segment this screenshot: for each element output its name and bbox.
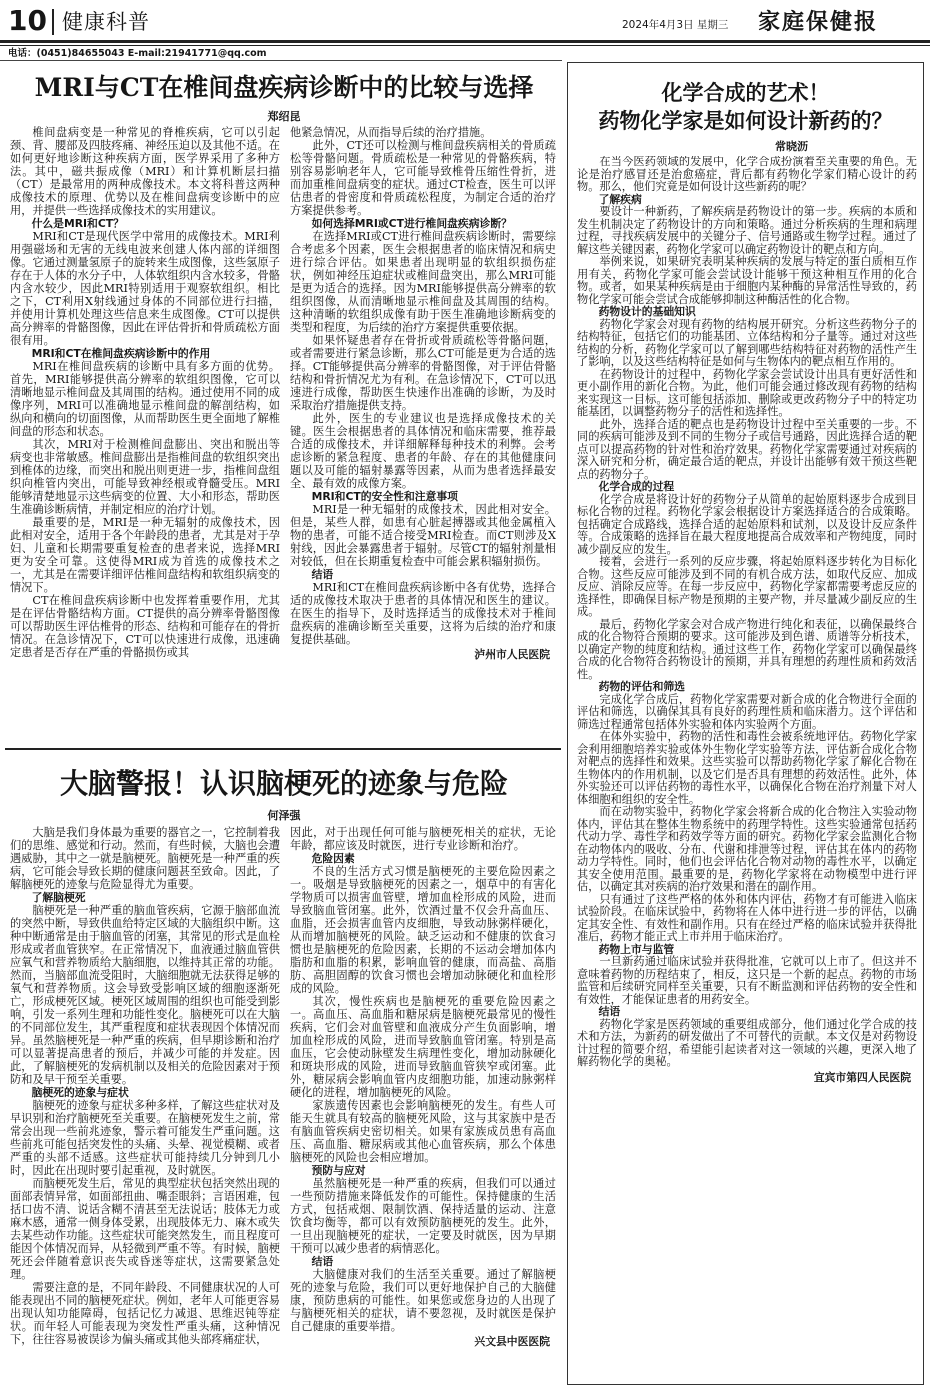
section-heading: 药物上市与监管: [598, 942, 675, 956]
body-paragraph: 完成化学合成后，药物化学家需要对新合成的化合物进行全面的评估和筛选，以确保其具有良好的药理性质和临床潜力。这个评估和筛选过程通常包括体外实验和体内实验两个方面。: [577, 692, 917, 731]
body-paragraph: 在当今医药领域的发展中，化学合成扮演着至关重要的角色。无论是治疗感冒还是治愈癌症，背后都有药物化学家们精心设计的药物。那么，他们究竟是如何设计这些新药的呢？: [577, 156, 917, 193]
masthead-divider: [52, 9, 54, 35]
article-column: [290, 826, 556, 1384]
section-heading: 结语: [311, 568, 334, 581]
body-paragraph: 家族遗传因素也会影响脑梗死的发生。有些人可能天生就具有较高的脑梗死风险，这与其家族中是否有脑血管疾病史密切相关。如果有家族成员患有高血压、高血脂、糖尿病或其他心血管疾病，那么个体患脑梗死的风险也会相应增加。: [290, 1099, 556, 1164]
body-paragraph-continued: 他紧急情况，从而指导后续的治疗措施。: [290, 126, 492, 139]
article-column: [10, 826, 280, 1384]
section-heading: 预防与应对: [311, 1164, 366, 1177]
body-paragraph-continued: 因此，对于出现任何可能与脑梗死相关的症状，无论年龄，都应该及时就医，进行专业诊断和治疗。: [290, 826, 556, 852]
body-paragraph: MRI和CT在椎间盘疾病诊断中各有优势，选择合适的成像技术取决于患者的具体情况和医生的建议。在医生的指导下，及时选择适当的成像技术对于椎间盘疾病的准确诊断至关重要，这将为后续的治疗和康复提供基础。: [290, 581, 556, 646]
issue-date: 2024年4月3日 星期三: [622, 19, 729, 31]
article-title: 大脑警报！认识脑梗死的迹象与危险: [59, 767, 508, 800]
body-paragraph: 椎间盘病变是一种常见的脊椎疾病，它可以引起颈、背、腰部及四肢疼痛、神经压迫以及其他不适。在如何更好地诊断这种疾病方面，医学界采用了多种方法。其中，磁共振成像（MRI）和计算机断层扫描（CT）是最常用的两种成像技术。本文将科普这两种成像技术的原理、优势以及在椎间盘病变诊断中的应用，并提供一些选择成像技术的实用建议。: [10, 126, 280, 217]
body-paragraph: 此外，医生的专业建议也是选择成像技术的关键。医生会根据患者的具体情况和临床需要，推荐最合适的成像技术，并详细解释每种技术的利弊。会考虑诊断的紧急程度、患者的年龄、存在的其他健康问题以及可能的辐射暴露等因素，从而为患者选择最安全、最有效的成像方案。: [290, 412, 556, 490]
article-title: MRI与CT在椎间盘疾病诊断中的比较与选择: [34, 73, 534, 102]
body-paragraph: 药物化学家会对现有药物的结构展开研究。分析这些药物分子的结构特征，包括它们的功能基团、立体结构和分子量等。通过对这些结构的分析，药物化学家可以了解到哪些结构特征对药物的活性产生了影响，以及这些结构特征是如何与生物体内的靶点相互作用的。: [577, 317, 917, 368]
body-paragraph: 在选择MRI或CT进行椎间盘疾病诊断时，需要综合考虑多个因素，医生会根据患者的临床情况和病史进行综合评估。如果患者出现明显的软组织损伤症状，例如神经压迫症状或椎间盘突出，那么MRI可能是更为适合的选择。因为MRI能够提供高分辨率的软组织图像，从而清晰地显示椎间盘及其周围的结构。这种清晰的软组织成像有助于医生准确地诊断病变的类型和程度，为后续的治疗方案提供重要依据。: [290, 230, 556, 334]
body-paragraph: MRI是一种无辐射的成像技术，因此相对安全。但是，某些人群，如患有心脏起搏器或其他金属植入物的患者，可能不适合接受MRI检查。而CT则涉及X射线，因此会暴露患者于辐射。尽管CT的辐射剂量相对较低，但在长期重复检查中可能会累积辐射损伤。: [290, 503, 556, 568]
section-heading: 化学合成的过程: [598, 480, 675, 493]
body-paragraph: 接着，会进行一系列的反应步骤，将起始原料逐步转化为目标化合物。这些反应可能涉及到不同的有机合成方法，如取代反应、加成反应、消除反应等。在每一步反应中，药物化学家都需要考虑反应的选择性，即确保目标产物是预期的主要产物，并尽量减少副反应的生成。: [577, 555, 917, 618]
body-paragraph: 而脑梗死发生后，常见的典型症状包括突然出现的面部表情异常，如面部扭曲、嘴歪眼斜；言语困难，包括口齿不清、说话含糊不清甚至无法说话；肢体无力或麻木感，通常一侧身体受累，出现肢体无力、麻木或失去某些动作功能。这些症状可能突然发生，而且程度可能因个体情况而异，从轻微到严重不等。有时候，脑梗死还会伴随着意识丧失或昏迷等症状，这需要紧急处理。: [10, 1177, 280, 1281]
contact-line: 电话：(0451)84655043 E-mail:21941771@qq.com: [8, 48, 267, 59]
section-heading: 什么是MRI和CT？: [31, 217, 124, 230]
article-column: [10, 126, 280, 744]
body-paragraph: 大脑健康对我们的生活至关重要。通过了解脑梗死的迹象与危险，我们可以更好地保护自己的大脑健康，预防患病的可能性。如果您或您身边的人出现了与脑梗死相关的症状，请不要忽视，及时就医是保护自己健康的重要举措。: [290, 1268, 556, 1333]
section-heading: 结语: [598, 1005, 621, 1018]
article-separator: [5, 748, 561, 750]
section-heading: 脑梗死的迹象与症状: [31, 1086, 129, 1099]
body-paragraph: 虽然脑梗死是一种严重的疾病，但我们可以通过一些预防措施来降低发作的可能性。保持健康的生活方式，包括戒烟、限制饮酒、保持适量的运动、注意饮食均衡等，都可以有效预防脑梗死的发生。此外，一旦出现脑梗死的症状，一定要及时就医，因为早期干预可以减少患者的病情恶化。: [290, 1177, 556, 1255]
body-paragraph: 其次，MRI对于检测椎间盘膨出、突出和脱出等病变也非常敏感。椎间盘膨出是指椎间盘的软组织突出到椎体的边缘，而突出和脱出则更进一步，指椎间盘组织向椎管内突出，可能导致神经根或脊髓受压。MRI能够清楚地显示这些病变的位置、大小和形态，帮助医生准确诊断病情，并制定相应的治疗计划。: [10, 438, 280, 516]
contact-rule: [0, 60, 562, 61]
body-paragraph: 脑梗死的迹象与症状多种多样，了解这些症状对及早识别和治疗脑梗死至关重要。在脑梗死发生之前，常常会出现一些前兆迹象，警示着可能发生严重问题。这些前兆可能包括突发性的头痛、头晕、视觉模糊、或者严重的头部不适感。这些症状可能持续几分钟到几小时，因此在出现时要引起重视，及时就医。: [10, 1099, 280, 1177]
byline: 何泽强: [267, 809, 301, 822]
section-heading: 如何选择MRI或CT进行椎间盘疾病诊断？: [311, 217, 512, 230]
body-paragraph: 如果怀疑患者存在骨折或骨质疏松等骨骼问题，或者需要进行紧急诊断，那么CT可能是更为合适的选择。CT能够提供高分辨率的骨骼图像，对于评估骨骼结构和骨折情况尤为有利。在急诊情况下，CT可以迅速进行成像，帮助医生快速作出准确的诊断，为及时采取治疗措施提供支持。: [290, 334, 556, 412]
page-number: 10: [8, 4, 47, 37]
body-paragraph: 此外，CT还可以检测与椎间盘疾病相关的骨质疏松等骨骼问题。骨质疏松是一种常见的骨骼疾病，特别容易影响老年人，它可能导致椎骨压缩性骨折，进而加重椎间盘病变的症状。通过CT检查，医生可以评估患者的骨密度和骨质疏松程度，为制定合适的治疗方案提供参考。: [290, 139, 556, 217]
body-paragraph: 需要注意的是，不同年龄段、不同健康状况的人可能表现出不同的脑梗死症状。例如，老年人可能更容易出现认知功能障碍，包括记忆力减退、思维迟钝等症状。而年轻人可能表现为突发性严重头痛，这种情况下，往往容易被误诊为偏头痛或其他头部疼痛症状，: [10, 1281, 280, 1346]
masthead-rule: [0, 40, 930, 43]
author-affiliation: 泸州市人民医院: [474, 648, 550, 661]
body-paragraph: 大脑是我们身体最为重要的器官之一，它控制着我们的思维、感觉和行动。然而，有些时候，大脑也会遭遇威胁，其中之一就是脑梗死。脑梗死是一种严重的疾病，它可能会导致长期的健康问题甚至致命。因此，了解脑梗死的迹象与危险显得尤为重要。: [10, 826, 280, 891]
body-paragraph: 药物化学家是医药领域的重要组成部分，他们通过化学合成的技术和方法，为新药的研发做出了不可替代的贡献。本文仅是对药物设计过程的简要介绍，希望能引起读者对这一领域的兴趣，更深入地了解药物化学的奥秘。: [577, 1017, 917, 1068]
body-paragraph: 一旦新药通过临床试验并获得批准，它就可以上市了。但这并不意味着药物的历程结束了，相反，这只是一个新的起点。药物的市场监管和后续研究同样至关重要，只有不断监测和评估药物的安全性和有效性，才能保证患者的用药安全。: [577, 955, 917, 1006]
article-column: [290, 126, 556, 744]
body-paragraph: MRI和CT是现代医学中常用的成像技术。MRI利用强磁场和无害的无线电波来创建人体内部的详细图像。它通过测量氢原子的旋转来生成图像，这些氢原子存在于人体的水分子中，人体软组织内含水较多，骨骼内含水较少，因此MRI特别适用于观察软组织。相比之下，CT利用X射线通过身体的不同部位进行扫描，并使用计算机处理这些信息来生成图像。CT可以提供高分辨率的骨骼图像，因此在评估骨折和骨质疏松方面很有用。: [10, 230, 280, 347]
masthead-rule-thin: [0, 45, 930, 46]
section-heading: 药物设计的基础知识: [598, 305, 696, 318]
article-title-line2: 药物化学家是如何设计新药的？: [598, 108, 893, 133]
author-affiliation: 宜宾市第四人民医院: [813, 1070, 911, 1084]
body-paragraph: 其次，慢性疾病也是脑梗死的重要危险因素之一。高血压、高血脂和糖尿病是脑梗死最常见的慢性疾病，它们会对血管壁和血液成分产生负面影响，增加血栓形成的风险，进而导致脑血管闭塞。特别是高血压，它会使动脉壁发生病理性变化，增加动脉硬化和斑块形成的风险，进而导致脑血管狭窄或闭塞。此外，糖尿病会影响血管内皮细胞功能，加速动脉粥样硬化的进程，增加脑梗死的风险。: [290, 995, 556, 1099]
article-title-line1: 化学合成的艺术！: [661, 80, 830, 105]
byline: 常晓沥: [775, 140, 808, 153]
section-heading: 危险因素: [311, 852, 355, 865]
section-heading: MRI和CT在椎间盘疾病诊断中的作用: [31, 347, 211, 360]
body-paragraph: CT在椎间盘疾病诊断中也发挥着重要作用，尤其是在评估骨骼结构方面。CT提供的高分辨率骨骼图像可以帮助医生评估椎骨的形态、结构和可能存在的骨折情况。在急诊情况下，CT可以快速进行成像，迅速确定患者是否存在严重的骨骼损伤或其: [10, 594, 280, 659]
body-paragraph: 而在动物实验中，药物化学家会将新合成的化合物注入实验动物体内，评估其在整体生物系统中的药理学特性。这些实验通常包括药代动力学、毒性学和药效学等方面的研究。药物化学家会监测化合物在动物体内的吸收、分布、代谢和排泄等过程，评估其在体内的药物动力学特性。同时，他们也会评估化合物对动物的毒性水平，以确定其安全使用范围。最重要的是，药物化学家将在动物模型中进行评估，以确定其对疾病的治疗效果和潜在的副作用。: [577, 805, 917, 893]
section-name: 健康科普: [62, 10, 150, 34]
body-paragraph: 此外，选择合适的靶点也是药物设计过程中至关重要的一步。不同的疾病可能涉及到不同的生物分子或信号通路，因此选择合适的靶点可以提高药物的针对性和治疗效果。药物化学家需要通过对疾病的深入研究和分析，确定最合适的靶点，并设计出能够有效干预这些靶点的药物分子。: [577, 417, 917, 481]
body-paragraph: 只有通过了这些严格的体外和体内评估，药物才有可能进入临床试验阶段。在临床试验中，药物将在人体中进行进一步的评估，以确定其安全性、有效性和副作用。只有在经过严格的临床试验并获得批准后，药物才能正式上市并用于临床治疗。: [577, 892, 917, 943]
body-paragraph: 脑梗死是一种严重的脑血管疾病，它源于脑部血流的突然中断，导致供血给特定区域的大脑组织中断。这种中断通常是由于脑血管的闭塞，其常见的形式是血栓形成或者血管狭窄。在正常情况下，血液通过脑血管供应氧气和营养物质给大脑细胞，以维持其正常的功能。然而，当脑部血流受阻时，大脑细胞就无法获得足够的氧气和营养物质。这会导致受影响区域的细胞逐渐死亡，形成梗死区域。梗死区域周围的组织也可能受到影响，引发一系列生理和功能性变化。脑梗死可以在大脑的不同部位发生，其严重程度和症状表现因个体情况而异。虽然脑梗死是一种严重的疾病，但早期诊断和治疗可以显著提高患者的预后，并减少可能的并发症。因此，了解脑梗死的发病机制以及相关的危险因素对于预防和及早干预至关重要。: [10, 904, 280, 1086]
byline: 郑绍昆: [267, 110, 301, 123]
body-paragraph: 要设计一种新药，了解疾病是药物设计的第一步。疾病的本质和发生机制决定了药物设计的方向和策略。通过分析疾病的生理和病理过程，寻找疾病发展中的关键分子、信号通路或生物学过程。通过了解这些关键因素，药物化学家可以确定药物设计的靶点和方向。: [577, 205, 917, 256]
newspaper-name: 家庭保健报: [758, 9, 879, 35]
body-paragraph: 最后，药物化学家会对合成产物进行纯化和表征，以确保最终合成的化合物符合预期的要求。这可能涉及到色谱、质谱等分析技术，以确定产物的纯度和结构。通过这些工作，药物化学家可以确保最终合成的化合物符合药物设计的预期，并具有理想的药理性质和药效活性。: [577, 617, 917, 681]
section-heading: 了解疾病: [598, 192, 642, 206]
section-heading: 了解脑梗死: [31, 891, 86, 904]
section-heading: MRI和CT的安全性和注意事项: [311, 490, 458, 503]
body-paragraph: 不良的生活方式习惯是脑梗死的主要危险因素之一。吸烟是导致脑梗死的因素之一，烟草中的有害化学物质可以损害血管壁，增加血栓形成的风险，进而导致脑血管闭塞。此外，饮酒过量不仅会升高血压、血脂，还会损害血管内皮细胞，导致动脉粥样硬化，从而增加脑梗死的风险。缺乏运动和不健康的饮食习惯也是脑梗死的危险因素，长期的不运动会增加体内脂肪和血脂的积累，影响血管的健康，而高盐、高脂肪、高胆固醇的饮食习惯也会增加动脉硬化和血栓形成的风险。: [290, 865, 556, 995]
body-paragraph: 化学合成是将设计好的药物分子从简单的起始原料逐步合成到目标化合物的过程。药物化学家会根据设计方案选择适合的合成策略。包括确定合成路线，选择合适的起始原料和试剂，以及设计反应条件等。合成策略的选择旨在最大程度地提高合成效率和产物纯度，同时减少副反应的发生。: [577, 492, 917, 556]
author-affiliation: 兴文县中医医院: [474, 1335, 550, 1348]
body-paragraph: 在体外实验中，药物的活性和毒性会被系统地评估。药物化学家会利用细胞培养实验或体外生物化学实验等方法，评估新合成化合物对靶点的选择性和效果。这些实验可以帮助药物化学家了解化合物在生物体内的作用机制，以及它们是否具有理想的药效活性。此外，体外实验还可以评估药物的毒性水平，以确保化合物在治疗剂量下对人体细胞和组织的安全性。: [577, 730, 917, 806]
body-paragraph: 在药物设计的过程中，药物化学家会尝试设计出具有更好活性和更小副作用的新化合物。为此，他们可能会通过修改现有药物的结构来实现这一目标。这可能包括添加、删除或更改药物分子中的特定功能基团，以调整药物分子的活性和选择性。: [577, 367, 917, 418]
article-column: [577, 156, 917, 1380]
section-heading: 药物的评估和筛选: [598, 680, 685, 693]
section-heading: 结语: [311, 1255, 334, 1268]
body-paragraph: MRI在椎间盘疾病的诊断中具有多方面的优势。首先，MRI能够提供高分辨率的软组织图像，它可以清晰地显示椎间盘及其周围的结构。通过使用不同的成像序列，MRI可以准确地显示椎间盘的解剖结构，如纵向和横向的切面图像，从而帮助医生更全面地了解椎间盘的形态和状态。: [10, 360, 280, 438]
body-paragraph: 举例来说，如果研究表明某种疾病的发展与特定的蛋白质相互作用有关，药物化学家可能会尝试设计能够干预这种相互作用的化合物。或者，如果某种疾病是由于细胞内某种酶的异常活性导致的，药物化学家可能会尝试合成能够抑制这种酶活性的化合物。: [577, 255, 917, 306]
body-paragraph: 最重要的是，MRI是一种无辐射的成像技术，因此相对安全，适用于各个年龄段的患者，尤其是对于孕妇、儿童和长期需要重复检查的患者来说，选择MRI更为安全可靠。这使得MRI成为首选的成像技术之一，尤其是在需要详细评估椎间盘结构和软组织病变的情况下。: [10, 516, 280, 594]
